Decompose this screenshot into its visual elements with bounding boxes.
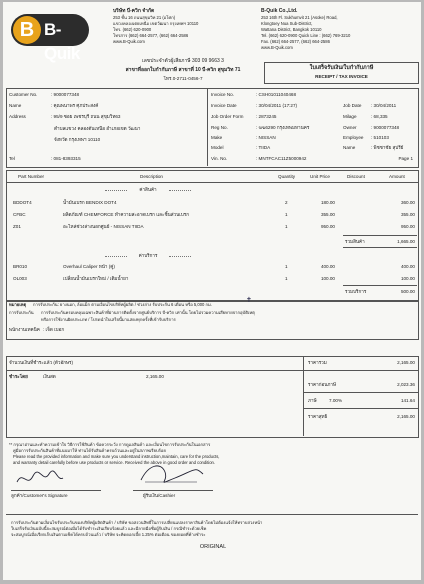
- subtotal-services-label: รวมบริการ: [345, 289, 367, 294]
- totals-rule: [303, 392, 418, 393]
- subtotal-products: 1,665.00: [397, 239, 415, 244]
- company-addr-th-1: 253 ชั้น 16 ถนนสุขุมวิท 21 (อโศก): [113, 15, 176, 20]
- totals-divider: [303, 356, 304, 436]
- employee: : 510103: [371, 135, 389, 140]
- before-vat: 2,023.36: [397, 382, 415, 387]
- document-title-box: [264, 62, 419, 84]
- footer-rule: [6, 514, 418, 515]
- issuing-branch: สาขาที่ออกใบกำกับภาษี สาขาที่ 10 บี-ควิก สุขุมวิท 71: [125, 67, 241, 73]
- totals-frame: [6, 356, 419, 438]
- job-order: : 2873245: [256, 114, 277, 119]
- cashier-signature-label: ผู้รับเงิน/Cashier: [143, 493, 176, 498]
- warranty-text-2: หรือการใช้งานผิดประเภท / โปรดนำใบเสร็จนี้มาแสดงทุกครั้งที่เข้ารับบริการ: [41, 317, 176, 322]
- row-desc: Overhaul Caliper หน้า (คู่): [63, 264, 115, 269]
- customer-signature-line: [11, 490, 101, 491]
- row-part: BDDOT4: [13, 200, 32, 205]
- document-title-en: RECEIPT / TAX INVOICE: [315, 74, 368, 79]
- company-addr-en-3: Wattana District, Bangkok 10110: [261, 27, 322, 32]
- logo-letter: B: [13, 16, 41, 44]
- subtotal-services: 500.00: [400, 289, 415, 294]
- customer-address-2: ตำบลแขวง คลองตันเหนือ อำเภอเขต วัฒนา: [54, 126, 141, 131]
- row-desc: เปลี่ยนน้ำมันเบรกใหม่ / เติมน้ำยา: [63, 276, 129, 281]
- subtotal-rule: [343, 285, 417, 286]
- section-rule-right: [169, 190, 191, 191]
- customer-address-3: จังหวัด กรุงเทพฯ 10110: [54, 137, 101, 142]
- bquik-logo: [11, 14, 89, 63]
- receipt-page: [3, 2, 421, 580]
- company-addr-en-2: Klongtoey Nua Sub-District,: [261, 21, 313, 26]
- amount-in-words-label: จำนวนเงินที่ชำระแล้ว (ตัวอักษร): [9, 360, 74, 365]
- row-qty: 1: [285, 224, 288, 229]
- total-label: ราคารวม: [308, 360, 327, 365]
- customer-tel-label: Tel: [9, 156, 15, 161]
- reg-no-label: Reg No.: [211, 125, 228, 130]
- company-web-en: www.B-Quik.com: [261, 45, 293, 50]
- job-date: : 30/04/2011: [371, 103, 397, 108]
- footer-line-1: การรับประกันตามเงื่อนไขรับประกันของบริษัทผู้ผลิตสินค้า / บริษัท ขอสงวนสิทธิ์ในการเปลี่ยนแปลงราคาสินค้าโดยไม่ต้องแจ้งให้ทราบล่วงหน้า: [11, 520, 263, 525]
- notice-th-1: ** กรุณาอ่านและทำความเข้าใจ วิธีการใช้สินค้า ข้อควรระวัง การดูแลสินค้า และเงื่อนไขการรับประกันในเอกสาร: [9, 442, 211, 447]
- row-amount: 950.00: [400, 224, 415, 229]
- company-addr-th-2: แขวงคลองเตยเหนือ เขตวัฒนา กรุงเทพฯ 10110: [113, 21, 199, 26]
- company-name-th: บริษัท บี-ควิก จำกัด: [113, 8, 155, 14]
- header-divider: [207, 88, 208, 166]
- customer-name-label: Name: [9, 103, 22, 108]
- row-amount: 100.00: [400, 276, 415, 281]
- invoice-date: : 30/04/2011 (17:27): [256, 103, 298, 108]
- row-qty: 1: [285, 264, 288, 269]
- notice-th-2: คู่มือการรับประกันสินค้าที่แนบมาให้ ท่านได้รับสินค้าครบถ้วนและอยู่ในสภาพเรียบร้อย: [13, 448, 166, 453]
- company-fax-th: โทรสาร (662) 664-2577, (662) 664-2586: [113, 33, 189, 38]
- totals-rule: [6, 370, 418, 371]
- vat: 141.64: [400, 398, 415, 403]
- mileage: : 68,335: [371, 114, 388, 119]
- total: 2,165.00: [397, 360, 415, 365]
- row-unit: 100.00: [320, 276, 335, 281]
- model: : TIIDA: [256, 145, 271, 150]
- make: : NISSAN: [256, 135, 276, 140]
- customer-address-1: : 95/9 ซอย เพชรบุรี ถนน สุขุมวิท63: [51, 114, 121, 119]
- warranty-label: การรับประกัน: [9, 310, 34, 315]
- vin: : MNTFCAC11Z5000942: [256, 156, 307, 161]
- company-phone-th: โทร. (662) 620-0900: [113, 27, 152, 32]
- row-part: Z01: [13, 224, 21, 229]
- company-addr-en-1: 253 16th Fl. Sukhumvit 21 (Asoke) Road,: [261, 15, 338, 20]
- tax-id: เลขประจำตัวผู้เสียภาษี 303 09 9663 3: [142, 58, 224, 64]
- owner: : 9000077348: [371, 125, 400, 130]
- row-amount: 360.00: [400, 200, 415, 205]
- company-name-en: B-Quik Co.,Ltd.: [261, 8, 298, 14]
- row-desc: อะไหล่ช่วงล่างนอกศูนย์ - NISSAN TIIDA: [63, 224, 144, 229]
- logo-text: B-Quik: [44, 20, 80, 63]
- section-rule-right: [169, 256, 191, 257]
- row-unit: 950.00: [320, 224, 335, 229]
- subtotal-products-label: รวมสินค้า: [345, 239, 365, 244]
- customer-name: : คุณพนาพร ศุภประสงค์: [51, 103, 99, 108]
- company-fax-en: Fax. (662) 664-2577, (662) 664-2586: [261, 39, 330, 44]
- model-label: Model: [211, 145, 224, 150]
- employee-name-label: Name: [343, 145, 356, 150]
- row-unit: 355.00: [320, 212, 335, 217]
- job-date-label: Job Date: [343, 103, 362, 108]
- col-description: Description: [140, 174, 163, 179]
- notice-en-2: and warranty detail carefully before use products or service. Received the above in good order and condition.: [13, 460, 216, 465]
- row-unit: 180.00: [320, 200, 335, 205]
- employee-label: Employee: [343, 135, 364, 140]
- company-web-th: www.B-Quik.com: [113, 39, 145, 44]
- row-amount: 355.00: [400, 212, 415, 217]
- cashier-signature-line: [133, 490, 213, 491]
- customer-tel: : 081-8393315: [51, 156, 81, 161]
- vat-label: ภาษี: [308, 398, 317, 403]
- col-quantity: Quantity: [278, 174, 296, 179]
- footer-line-3: จะสมบูรณ์เมื่อเรียกเก็บเงินตามเช็คได้ครบถ้วนแล้ว / บริษัท จะคิดดอกเบี้ย 1.25% ต่อเดือน ของยอดที่ค้างชำระ: [11, 532, 206, 537]
- subtotal-rule: [343, 235, 417, 236]
- pen-mark: ✝: [246, 297, 252, 304]
- col-amount: Amount: [389, 174, 405, 179]
- row-desc: น้ำมันเบรก BENDIX DOT4: [63, 200, 117, 205]
- branch-phone: โทร.0-2711-0456-7: [163, 76, 203, 81]
- footer-line-2: ใบเสร็จรับเงินฉบับนี้จะสมบูรณ์ต่อเมื่อได้รับชำระเงินเรียบร้อยแล้ว และมีลายมือชื่อผู้รับเงิน / กรณีชำระด้วยเช็ค: [11, 526, 207, 531]
- row-part: OL003: [13, 276, 27, 281]
- mileage-label: Milage: [343, 114, 357, 119]
- payment-method: เงินสด: [43, 374, 56, 379]
- section-products: ค่าสินค้า: [139, 187, 157, 192]
- net: 2,165.00: [397, 414, 415, 419]
- row-qty: 1: [285, 276, 288, 281]
- row-qty: 2: [285, 200, 288, 205]
- remarks-label: หมายเหตุ: [9, 302, 27, 307]
- items-header-rule: [6, 182, 418, 183]
- customer-signature-label: ลูกค้า/Customer's Signature: [11, 493, 68, 498]
- net-label: ราคาสุทธิ: [308, 414, 328, 419]
- row-unit: 400.00: [320, 264, 335, 269]
- vin-label: Vin. No.: [211, 156, 228, 161]
- customer-address-label: Address: [9, 114, 26, 119]
- warranty-text: การรับประกันครอบคลุมเฉพาะสินค้าที่ผ่านการติดตั้งจากศูนย์บริการ บี-ควิก เท่านั้น โดยไม่รวมความเสียหายจากอุบัติเหตุ: [41, 310, 255, 315]
- invoice-no: : CSH01011040468: [256, 92, 297, 97]
- notice-en-1: Please read the provided information and make sure you understand instruction,maintain, care for the products,: [13, 454, 220, 459]
- payment-amount: 2,165.00: [146, 374, 164, 379]
- col-discount: Discount: [347, 174, 365, 179]
- row-amount: 400.00: [400, 264, 415, 269]
- company-phone-en: Tel. (662) 620-0900 Quick Line : (662) 769-3210: [261, 33, 351, 38]
- make-label: Make: [211, 135, 223, 140]
- technician-label: พนักงานเทคนิค: [9, 327, 40, 332]
- customer-no: : 9000077348: [51, 92, 80, 97]
- row-part: BR010: [13, 264, 28, 269]
- vat-rate: 7.00%: [329, 398, 343, 403]
- section-rule-left: [105, 190, 127, 191]
- owner-label: Owner: [343, 125, 357, 130]
- customer-signature-scribble: [15, 468, 65, 488]
- remarks-text: การรับประกัน: ยางนอก, ล้อแม็ก ตามเงื่อนไขบริษัทผู้ผลิต / ช่วงล่าง รับประกัน 6 เดือน หรือ 5,000 กม.: [33, 302, 212, 307]
- employee-name: : พิชชาชัย สุปรีย์: [371, 145, 404, 150]
- invoice-no-label: Invoice No.: [211, 92, 234, 97]
- totals-rule: [303, 408, 418, 409]
- customer-no-label: Customer No.: [9, 92, 38, 97]
- document-title-th: ใบเสร็จรับเงิน/ใบกำกับภาษี: [309, 65, 374, 71]
- row-part: CFBC: [13, 212, 26, 217]
- job-order-label: Job Order Form: [211, 114, 244, 119]
- items-table-frame: [6, 170, 419, 302]
- page-number: Page 1: [398, 156, 413, 161]
- row-qty: 1: [285, 212, 288, 217]
- payment-label: ชำระโดย: [9, 374, 28, 379]
- before-vat-label: ราคาก่อนภาษี: [308, 382, 337, 387]
- reg-no: : ฆฆ6290 กรุงเทพมหานคร: [256, 125, 310, 130]
- section-rule-left: [105, 256, 127, 257]
- technician: : เจ็ด เบอก: [43, 327, 65, 332]
- section-services: ค่าบริการ: [138, 253, 158, 258]
- row-desc: ผลิตภัณฑ์ CHEMFORCE ทำความสะอาดเบรก และชิ้นส่วนเบรก: [63, 212, 189, 217]
- invoice-date-label: Invoice Date: [211, 103, 237, 108]
- cashier-signature-scribble: [135, 460, 207, 488]
- subtotal-rule: [343, 247, 417, 248]
- col-part-number: Part Number: [18, 174, 45, 179]
- copy-label: ORIGINAL: [199, 544, 227, 550]
- col-unit-price: Unit Price: [310, 174, 330, 179]
